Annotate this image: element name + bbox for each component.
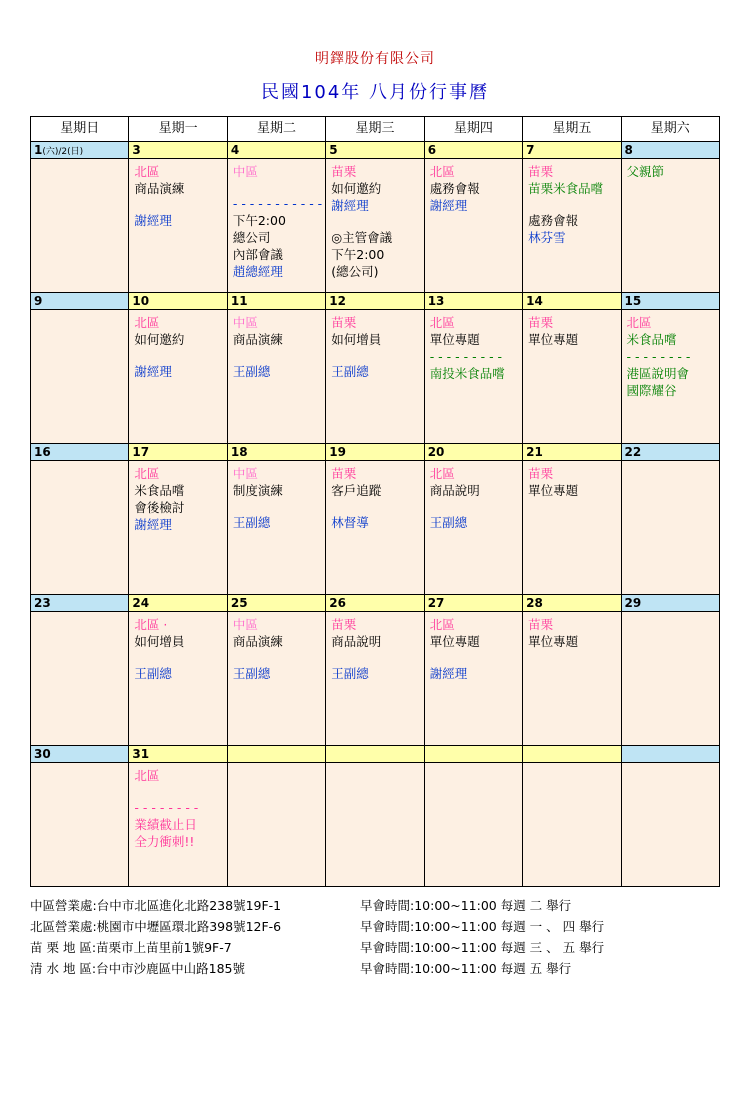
event-line: 謝經理 xyxy=(331,198,369,213)
event-line: 如何邀約 xyxy=(331,181,382,196)
footer-office-address: 北區營業處:桃園市中壢區環北路398號12F-6 xyxy=(30,919,282,934)
footer-row xyxy=(30,895,720,916)
calendar-body xyxy=(31,142,720,887)
day-number: 18 xyxy=(228,444,325,461)
event-spacer xyxy=(233,180,321,195)
event-spacer xyxy=(528,197,616,212)
event-line: 王副總 xyxy=(232,364,271,379)
day-events xyxy=(425,159,522,214)
calendar-day-cell[interactable] xyxy=(424,142,522,293)
calendar-day-cell[interactable] xyxy=(129,142,227,293)
calendar-sheet xyxy=(0,48,750,1109)
calendar-day-cell[interactable] xyxy=(227,293,325,444)
event-line: 單位專題 xyxy=(528,332,579,347)
weekday-header-mon: 星期一 xyxy=(129,117,227,142)
day-events xyxy=(523,159,620,246)
day-number: 16 xyxy=(31,444,128,461)
event-line: 南投米食品嚐 xyxy=(429,366,505,381)
day-events xyxy=(326,612,423,682)
day-events xyxy=(326,461,423,531)
event-line: 北區 xyxy=(429,315,455,330)
footer-row xyxy=(30,937,720,958)
footer-row xyxy=(30,916,720,937)
day-events xyxy=(425,612,522,682)
event-line: 中區 xyxy=(232,315,258,330)
day-events xyxy=(622,159,719,180)
event-line: 苗栗 xyxy=(528,466,554,481)
event-line: 米食品嚐 xyxy=(626,332,677,347)
day-number: 17 xyxy=(129,444,226,461)
calendar-day-cell[interactable] xyxy=(424,595,522,746)
event-spacer xyxy=(233,650,321,665)
event-spacer xyxy=(331,348,419,363)
event-line: 客戶追蹤 xyxy=(331,483,382,498)
day-events xyxy=(31,461,128,465)
day-number: 30 xyxy=(31,746,128,763)
event-line: 商品演練 xyxy=(232,634,283,649)
calendar-week-row xyxy=(31,142,720,293)
event-line: ◎主管會議 xyxy=(331,230,393,245)
event-line: 王副總 xyxy=(232,666,271,681)
footer-meeting-time: 早會時間:10:00~11:00 每週 二 舉行 xyxy=(360,898,572,913)
calendar-day-cell[interactable] xyxy=(621,746,719,887)
calendar-week-row xyxy=(31,444,720,595)
day-events xyxy=(31,612,128,616)
day-number-sub2: (日) xyxy=(67,147,84,157)
calendar-day-cell[interactable] xyxy=(424,746,522,887)
event-line: 制度演練 xyxy=(232,483,283,498)
day-number: 23 xyxy=(31,595,128,612)
event-line: 北區 xyxy=(429,617,455,632)
event-line: 業績截止日 xyxy=(134,817,197,832)
weekday-header-wed: 星期三 xyxy=(326,117,424,142)
calendar-day-cell[interactable] xyxy=(523,746,621,887)
event-line: 北區 xyxy=(134,466,160,481)
day-events xyxy=(31,159,128,163)
day-events xyxy=(129,461,226,533)
calendar-day-cell[interactable] xyxy=(31,142,129,293)
day-events xyxy=(129,612,226,682)
footer-notes xyxy=(30,895,720,979)
day-number: 1(六)/2(日) xyxy=(31,142,128,159)
calendar-day-cell[interactable] xyxy=(621,293,719,444)
day-number xyxy=(228,746,325,763)
event-line: 商品演練 xyxy=(134,181,185,196)
weekday-header-tue: 星期二 xyxy=(227,117,325,142)
event-line: - - - - - - - - xyxy=(134,800,199,815)
event-line: 謝經理 xyxy=(134,364,172,379)
event-line: 苗栗 xyxy=(331,617,357,632)
calendar-table xyxy=(30,116,720,887)
event-line: 如何增員 xyxy=(331,332,382,347)
event-spacer xyxy=(430,499,518,514)
day-number: 5 xyxy=(326,142,423,159)
calendar-day-cell[interactable] xyxy=(227,444,325,595)
event-line: 中區 xyxy=(232,617,258,632)
footer-meeting-time: 早會時間:10:00~11:00 每週 一 、 四 舉行 xyxy=(360,919,605,934)
day-events xyxy=(228,461,325,531)
calendar-week-row xyxy=(31,746,720,887)
day-events xyxy=(129,763,226,850)
company-name: 明鐸股份有限公司 xyxy=(315,51,435,67)
event-line: 單位專題 xyxy=(429,332,480,347)
day-number: 20 xyxy=(425,444,522,461)
calendar-day-cell[interactable] xyxy=(227,595,325,746)
day-events xyxy=(228,159,325,280)
event-line: 謝經理 xyxy=(134,517,172,532)
event-spacer xyxy=(331,214,419,229)
day-number: 14 xyxy=(523,293,620,310)
day-number: 27 xyxy=(425,595,522,612)
event-spacer xyxy=(134,197,222,212)
event-line: 父親節 xyxy=(626,164,665,179)
event-line: 北區 xyxy=(626,315,652,330)
event-spacer xyxy=(233,348,321,363)
event-line: 全力衝刺!! xyxy=(134,834,195,849)
day-events xyxy=(622,612,719,616)
day-events xyxy=(523,461,620,499)
calendar-day-cell[interactable] xyxy=(621,444,719,595)
day-events xyxy=(31,763,128,767)
event-line: 單位專題 xyxy=(429,634,480,649)
event-line: 王副總 xyxy=(232,515,271,530)
day-events xyxy=(523,763,620,767)
calendar-day-cell[interactable] xyxy=(227,746,325,887)
calendar-day-cell[interactable] xyxy=(129,595,227,746)
calendar-day-cell[interactable] xyxy=(326,142,424,293)
event-line: 王副總 xyxy=(134,666,172,681)
event-line: 苗栗 xyxy=(331,164,357,179)
day-number: 6 xyxy=(425,142,522,159)
event-line: 苗栗 xyxy=(528,164,554,179)
event-line: 處務會報 xyxy=(429,181,480,196)
event-line: 中區 xyxy=(232,164,258,179)
calendar-day-cell[interactable] xyxy=(129,444,227,595)
calendar-day-cell[interactable] xyxy=(31,746,129,887)
day-number: 19 xyxy=(326,444,423,461)
event-line: - - - - - - - - xyxy=(626,349,691,364)
event-line: 苗栗 xyxy=(331,466,357,481)
calendar-week-row xyxy=(31,595,720,746)
event-line: 單位專題 xyxy=(528,634,579,649)
event-spacer xyxy=(134,784,222,799)
day-events xyxy=(228,763,325,767)
event-spacer xyxy=(134,650,222,665)
calendar-day-cell[interactable] xyxy=(424,293,522,444)
calendar-day-cell[interactable] xyxy=(326,595,424,746)
day-events xyxy=(129,159,226,229)
day-number: 28 xyxy=(523,595,620,612)
calendar-day-cell[interactable] xyxy=(523,444,621,595)
event-line: - - - - - - - - - - - xyxy=(232,196,323,211)
event-line: 國際耀谷 xyxy=(626,383,677,398)
event-line: 北區 · xyxy=(134,617,168,632)
day-events xyxy=(228,310,325,380)
event-line: 商品說明 xyxy=(331,634,382,649)
event-line: 苗栗 xyxy=(528,617,554,632)
day-number: 31 xyxy=(129,746,226,763)
event-line: 北區 xyxy=(134,768,160,783)
event-line: 下午2:00 xyxy=(331,247,385,262)
event-line: 下午2:00 xyxy=(232,213,286,228)
calendar-day-cell[interactable] xyxy=(227,142,325,293)
weekday-header-thu: 星期四 xyxy=(424,117,522,142)
event-line: 苗栗 xyxy=(331,315,357,330)
calendar-day-cell[interactable] xyxy=(31,595,129,746)
event-line: 謝經理 xyxy=(429,666,468,681)
event-line: 北區 xyxy=(134,164,160,179)
calendar-day-cell[interactable] xyxy=(31,444,129,595)
event-line: 趙總經理 xyxy=(232,264,283,279)
event-spacer xyxy=(233,499,321,514)
day-events xyxy=(425,763,522,767)
day-number-sub: (六)/2 xyxy=(42,147,68,157)
day-number: 21 xyxy=(523,444,620,461)
calendar-day-cell[interactable] xyxy=(621,142,719,293)
event-line: 商品演練 xyxy=(232,332,283,347)
calendar-week-row xyxy=(31,293,720,444)
day-events xyxy=(425,310,522,382)
day-number: 10 xyxy=(129,293,226,310)
event-spacer xyxy=(331,499,419,514)
day-number: 22 xyxy=(622,444,719,461)
day-events xyxy=(326,763,423,767)
event-line: 林督導 xyxy=(331,515,369,530)
event-line: 王副總 xyxy=(429,515,468,530)
calendar-day-cell[interactable] xyxy=(129,746,227,887)
weekday-header-fri: 星期五 xyxy=(523,117,621,142)
day-number: 13 xyxy=(425,293,522,310)
calendar-day-cell[interactable] xyxy=(326,444,424,595)
day-number: 3 xyxy=(129,142,226,159)
event-line: 內部會議 xyxy=(232,247,283,262)
day-number: 24 xyxy=(129,595,226,612)
day-events xyxy=(326,310,423,380)
footer-office-address: 苗 栗 地 區:苗栗市上苗里前1號9F-7 xyxy=(30,940,232,955)
calendar-day-cell[interactable] xyxy=(523,293,621,444)
day-number: 9 xyxy=(31,293,128,310)
day-number: 25 xyxy=(228,595,325,612)
calendar-day-cell[interactable] xyxy=(523,142,621,293)
day-events xyxy=(31,310,128,314)
day-events xyxy=(326,159,423,280)
day-events xyxy=(228,612,325,682)
weekday-header-sat: 星期六 xyxy=(621,117,719,142)
event-line: 林芬雪 xyxy=(528,230,566,245)
event-spacer xyxy=(430,650,518,665)
day-number: 11 xyxy=(228,293,325,310)
weekday-header-sun: 星期日 xyxy=(31,117,129,142)
event-line: 米食品嚐 xyxy=(134,483,185,498)
calendar-day-cell[interactable] xyxy=(326,746,424,887)
day-number: 15 xyxy=(622,293,719,310)
event-line: 謝經理 xyxy=(429,198,468,213)
day-number: 4 xyxy=(228,142,325,159)
event-spacer xyxy=(331,650,419,665)
day-events xyxy=(129,310,226,380)
event-line: 處務會報 xyxy=(528,213,579,228)
event-line: 如何邀約 xyxy=(134,332,185,347)
event-line: 苗栗 xyxy=(528,315,554,330)
calendar-day-cell[interactable] xyxy=(326,293,424,444)
event-line: 謝經理 xyxy=(134,213,172,228)
event-line: 總公司 xyxy=(232,230,271,245)
footer-meeting-time: 早會時間:10:00~11:00 每週 三 、 五 舉行 xyxy=(360,940,605,955)
day-events xyxy=(425,461,522,531)
day-number xyxy=(523,746,620,763)
event-line: 北區 xyxy=(429,466,455,481)
day-number xyxy=(326,746,423,763)
day-events xyxy=(523,310,620,348)
day-number: 26 xyxy=(326,595,423,612)
day-number xyxy=(622,746,719,763)
event-line: 中區 xyxy=(232,466,258,481)
day-number: 29 xyxy=(622,595,719,612)
day-events xyxy=(622,461,719,465)
day-events xyxy=(622,763,719,767)
day-number xyxy=(425,746,522,763)
page-title: 民國104年 八月份行事曆 xyxy=(260,82,490,103)
day-number: 8 xyxy=(622,142,719,159)
event-spacer xyxy=(134,348,222,363)
day-number: 7 xyxy=(523,142,620,159)
footer-office-address: 中區營業處:台中市北區進化北路238號19F-1 xyxy=(30,898,282,913)
event-line: 港區說明會 xyxy=(626,366,690,381)
day-number: 12 xyxy=(326,293,423,310)
weekday-header-row xyxy=(31,117,720,142)
footer-meeting-time: 早會時間:10:00~11:00 每週 五 舉行 xyxy=(360,961,572,976)
calendar-day-cell[interactable] xyxy=(31,293,129,444)
day-events xyxy=(622,310,719,399)
event-line: 商品說明 xyxy=(429,483,480,498)
footer-office-address: 清 水 地 區:台中市沙鹿區中山路185號 xyxy=(30,961,245,976)
calendar-day-cell[interactable] xyxy=(523,595,621,746)
event-line: 會後檢討 xyxy=(134,500,185,515)
event-line: 如何增員 xyxy=(134,634,185,649)
event-line: 北區 xyxy=(134,315,160,330)
calendar-day-cell[interactable] xyxy=(424,444,522,595)
calendar-day-cell[interactable] xyxy=(129,293,227,444)
event-line: 苗栗米食品嚐 xyxy=(528,181,604,196)
event-line: (總公司) xyxy=(331,264,379,279)
footer-row xyxy=(30,958,720,979)
event-line: 單位專題 xyxy=(528,483,579,498)
day-events xyxy=(523,612,620,650)
event-line: - - - - - - - - - xyxy=(429,349,503,364)
calendar-day-cell[interactable] xyxy=(621,595,719,746)
event-line: 北區 xyxy=(429,164,455,179)
event-line: 王副總 xyxy=(331,666,369,681)
event-line: 王副總 xyxy=(331,364,369,379)
